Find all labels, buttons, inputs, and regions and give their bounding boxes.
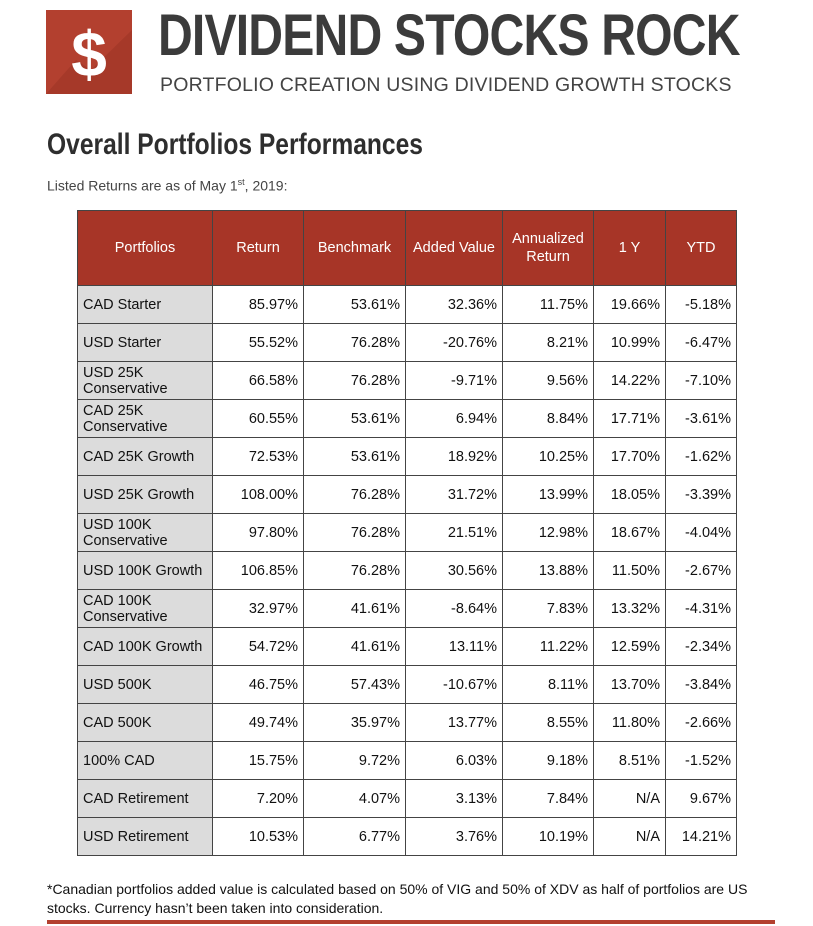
- value-cell: 8.11%: [503, 666, 594, 704]
- value-cell: 10.19%: [503, 818, 594, 856]
- portfolio-name-cell: 100% CAD: [78, 742, 213, 780]
- value-cell: 35.97%: [304, 704, 406, 742]
- value-cell: -7.10%: [666, 362, 737, 400]
- portfolio-name-cell: CAD Retirement: [78, 780, 213, 818]
- performance-table: [77, 210, 737, 856]
- value-cell: 76.28%: [304, 476, 406, 514]
- value-cell: 30.56%: [406, 552, 503, 590]
- portfolio-name-cell: USD 100K Growth: [78, 552, 213, 590]
- value-cell: 4.07%: [304, 780, 406, 818]
- value-cell: 76.28%: [304, 324, 406, 362]
- value-cell: 7.84%: [503, 780, 594, 818]
- value-cell: 18.92%: [406, 438, 503, 476]
- footnote: *Canadian portfolios added value is calculated based on 50% of VIG and 50% of XDV as half of portfolios are US stocks. Currency hasn’t been taken into consideration.: [47, 881, 748, 916]
- value-cell: 49.74%: [213, 704, 304, 742]
- portfolio-name-cell: USD 100K Conservative: [78, 514, 213, 552]
- value-cell: 76.28%: [304, 514, 406, 552]
- value-cell: 76.28%: [304, 362, 406, 400]
- value-cell: 9.72%: [304, 742, 406, 780]
- value-cell: 8.21%: [503, 324, 594, 362]
- value-cell: 53.61%: [304, 286, 406, 324]
- value-cell: 3.13%: [406, 780, 503, 818]
- value-cell: 12.59%: [594, 628, 666, 666]
- value-cell: 6.03%: [406, 742, 503, 780]
- value-cell: -2.67%: [666, 552, 737, 590]
- value-cell: 32.97%: [213, 590, 304, 628]
- brand-name: DIVIDEND STOCKS ROCK: [158, 3, 740, 68]
- value-cell: 9.56%: [503, 362, 594, 400]
- table-row: [78, 818, 737, 856]
- svg-text:$: $: [71, 18, 107, 90]
- value-cell: N/A: [594, 780, 666, 818]
- value-cell: -4.31%: [666, 590, 737, 628]
- table-row: [78, 324, 737, 362]
- value-cell: 31.72%: [406, 476, 503, 514]
- table-row: [78, 552, 737, 590]
- table-row: [78, 742, 737, 780]
- value-cell: 13.77%: [406, 704, 503, 742]
- portfolio-name-cell: CAD 25K Conservative: [78, 400, 213, 438]
- table-row: [78, 438, 737, 476]
- value-cell: 9.18%: [503, 742, 594, 780]
- value-cell: 21.51%: [406, 514, 503, 552]
- value-cell: 11.75%: [503, 286, 594, 324]
- value-cell: 13.70%: [594, 666, 666, 704]
- value-cell: 13.99%: [503, 476, 594, 514]
- value-cell: 11.50%: [594, 552, 666, 590]
- table-row: [78, 780, 737, 818]
- value-cell: 7.20%: [213, 780, 304, 818]
- value-cell: -8.64%: [406, 590, 503, 628]
- value-cell: -2.66%: [666, 704, 737, 742]
- value-cell: -20.76%: [406, 324, 503, 362]
- value-cell: 9.67%: [666, 780, 737, 818]
- value-cell: -2.34%: [666, 628, 737, 666]
- value-cell: 72.53%: [213, 438, 304, 476]
- table-row: [78, 704, 737, 742]
- value-cell: 7.83%: [503, 590, 594, 628]
- value-cell: 18.67%: [594, 514, 666, 552]
- page-title: Overall Portfolios Performances: [47, 128, 423, 161]
- table-row: [78, 514, 737, 552]
- table-row: [78, 286, 737, 324]
- table-row: [78, 628, 737, 666]
- value-cell: -6.47%: [666, 324, 737, 362]
- dollar-logo-icon: [46, 10, 132, 94]
- column-header: Annualized Return: [503, 211, 594, 286]
- table-row: [78, 590, 737, 628]
- value-cell: 32.36%: [406, 286, 503, 324]
- value-cell: 66.58%: [213, 362, 304, 400]
- value-cell: 46.75%: [213, 666, 304, 704]
- value-cell: 76.28%: [304, 552, 406, 590]
- value-cell: -3.39%: [666, 476, 737, 514]
- value-cell: 41.61%: [304, 628, 406, 666]
- portfolio-name-cell: USD Starter: [78, 324, 213, 362]
- value-cell: 57.43%: [304, 666, 406, 704]
- portfolio-name-cell: USD 500K: [78, 666, 213, 704]
- value-cell: 17.71%: [594, 400, 666, 438]
- value-cell: 13.32%: [594, 590, 666, 628]
- brand-logo: [46, 10, 132, 94]
- table-row: [78, 362, 737, 400]
- value-cell: 54.72%: [213, 628, 304, 666]
- value-cell: 41.61%: [304, 590, 406, 628]
- value-cell: 55.52%: [213, 324, 304, 362]
- value-cell: 13.11%: [406, 628, 503, 666]
- returns-date-note: Listed Returns are as of May 1st, 2019:: [47, 177, 288, 194]
- column-header: Return: [213, 211, 304, 286]
- value-cell: 14.21%: [666, 818, 737, 856]
- value-cell: 19.66%: [594, 286, 666, 324]
- value-cell: 6.94%: [406, 400, 503, 438]
- portfolio-name-cell: CAD 100K Conservative: [78, 590, 213, 628]
- value-cell: 53.61%: [304, 438, 406, 476]
- value-cell: 53.61%: [304, 400, 406, 438]
- value-cell: -1.62%: [666, 438, 737, 476]
- column-header: Portfolios: [78, 211, 213, 286]
- value-cell: 6.77%: [304, 818, 406, 856]
- value-cell: 97.80%: [213, 514, 304, 552]
- value-cell: 10.53%: [213, 818, 304, 856]
- value-cell: 10.99%: [594, 324, 666, 362]
- value-cell: 14.22%: [594, 362, 666, 400]
- portfolio-name-cell: USD 25K Conservative: [78, 362, 213, 400]
- value-cell: -3.61%: [666, 400, 737, 438]
- value-cell: 60.55%: [213, 400, 304, 438]
- value-cell: 8.55%: [503, 704, 594, 742]
- portfolio-name-cell: CAD 100K Growth: [78, 628, 213, 666]
- value-cell: 18.05%: [594, 476, 666, 514]
- value-cell: 10.25%: [503, 438, 594, 476]
- column-header: 1 Y: [594, 211, 666, 286]
- value-cell: N/A: [594, 818, 666, 856]
- portfolio-name-cell: CAD 25K Growth: [78, 438, 213, 476]
- table-header-row: [78, 211, 737, 286]
- value-cell: 17.70%: [594, 438, 666, 476]
- value-cell: 85.97%: [213, 286, 304, 324]
- value-cell: -3.84%: [666, 666, 737, 704]
- value-cell: 3.76%: [406, 818, 503, 856]
- column-header: Added Value: [406, 211, 503, 286]
- value-cell: -9.71%: [406, 362, 503, 400]
- value-cell: -5.18%: [666, 286, 737, 324]
- column-header: Benchmark: [304, 211, 406, 286]
- bottom-divider: [47, 920, 775, 924]
- value-cell: 15.75%: [213, 742, 304, 780]
- value-cell: 11.22%: [503, 628, 594, 666]
- value-cell: -4.04%: [666, 514, 737, 552]
- value-cell: 8.84%: [503, 400, 594, 438]
- portfolio-name-cell: USD 25K Growth: [78, 476, 213, 514]
- value-cell: 8.51%: [594, 742, 666, 780]
- value-cell: 108.00%: [213, 476, 304, 514]
- table-row: [78, 666, 737, 704]
- portfolio-name-cell: CAD 500K: [78, 704, 213, 742]
- value-cell: 12.98%: [503, 514, 594, 552]
- table-row: [78, 476, 737, 514]
- value-cell: -1.52%: [666, 742, 737, 780]
- value-cell: -10.67%: [406, 666, 503, 704]
- table-row: [78, 400, 737, 438]
- brand-tagline: PORTFOLIO CREATION USING DIVIDEND GROWTH STOCKS: [160, 74, 732, 96]
- value-cell: 106.85%: [213, 552, 304, 590]
- column-header: YTD: [666, 211, 737, 286]
- value-cell: 11.80%: [594, 704, 666, 742]
- portfolio-name-cell: CAD Starter: [78, 286, 213, 324]
- value-cell: 13.88%: [503, 552, 594, 590]
- portfolio-name-cell: USD Retirement: [78, 818, 213, 856]
